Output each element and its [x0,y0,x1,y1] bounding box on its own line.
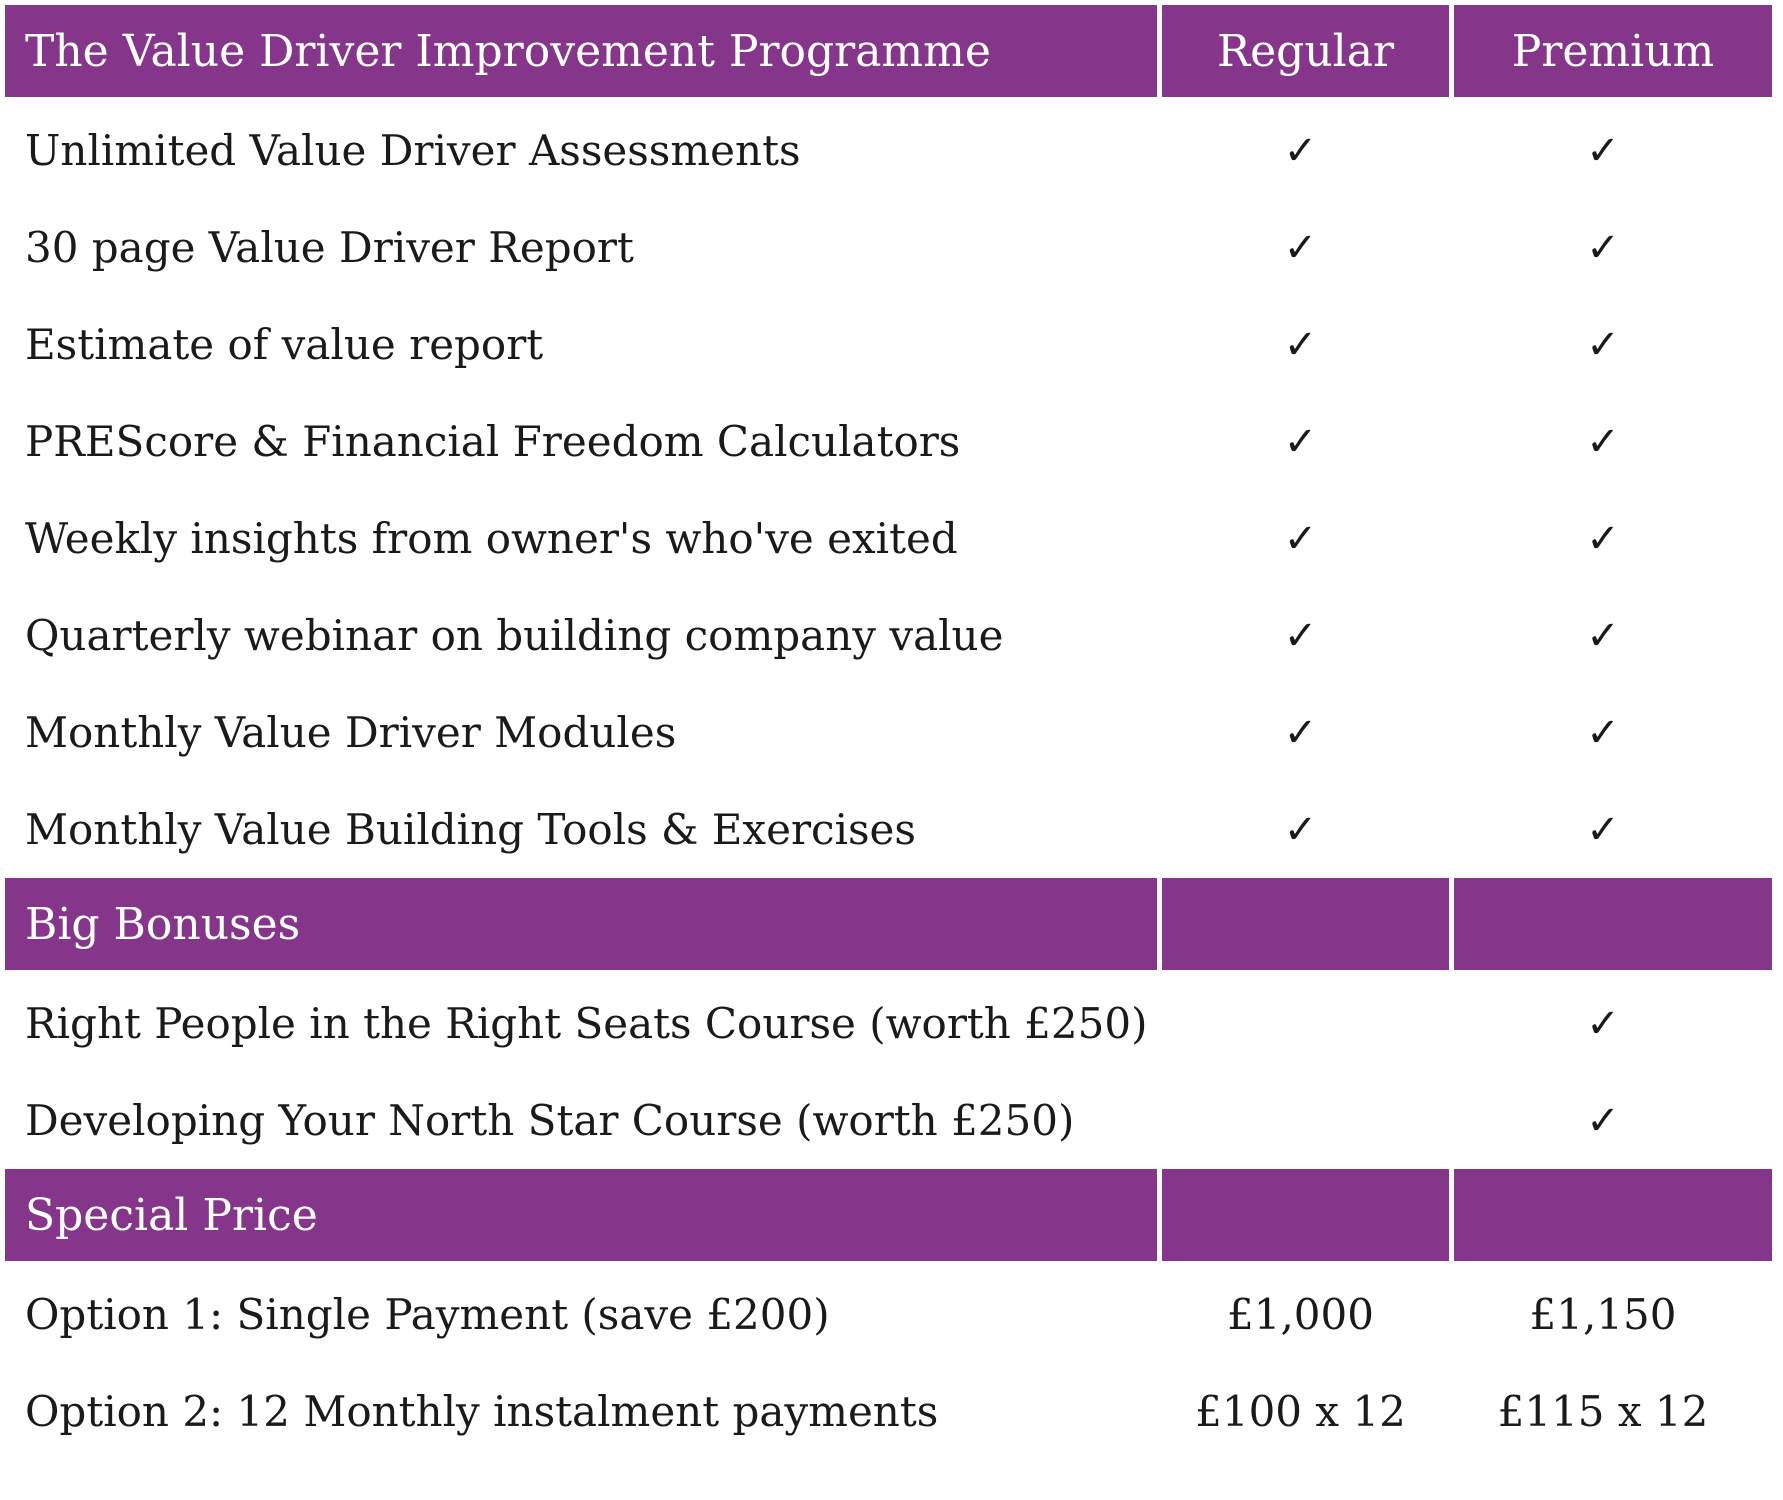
check-icon: ✓ [1283,321,1318,368]
price-premium: £1,150 [1529,1290,1677,1339]
feature-label: Weekly insights from owner's who've exited [25,514,958,563]
feature-row [5,781,1777,878]
band-cell [1162,878,1449,970]
bonus-label: Developing Your North Star Course (worth £250) [25,1096,1075,1145]
feature-row [5,296,1777,393]
price-row [5,1363,1777,1460]
comparison-table [5,5,1777,1460]
bonus-row [5,1072,1777,1169]
price-regular: £1,000 [1227,1290,1374,1339]
bonus-label: Right People in the Right Seats Course (worth £250) [25,999,1148,1048]
section-title-bonuses: Big Bonuses [5,878,1157,970]
feature-label: Quarterly webinar on building company value [25,611,1004,660]
feature-label: Unlimited Value Driver Assessments [25,126,801,175]
price-row [5,1266,1777,1363]
check-icon: ✓ [1586,612,1620,659]
check-icon: ✓ [1283,127,1318,174]
price-option-label: Option 2: 12 Monthly instalment payments [25,1387,939,1436]
header-row [5,5,1777,97]
check-icon: ✓ [1586,806,1620,853]
column-header-regular: Regular [1162,5,1449,97]
check-icon: ✓ [1586,709,1620,756]
table-title: The Value Driver Improvement Programme [5,5,1157,97]
feature-row [5,684,1777,781]
feature-row [5,393,1777,490]
section-title-pricing: Special Price [5,1169,1157,1261]
check-icon: ✓ [1586,1000,1620,1047]
feature-row [5,490,1777,587]
check-icon: ✓ [1586,321,1620,368]
feature-label: Monthly Value Driver Modules [25,708,677,757]
check-icon: ✓ [1283,806,1318,853]
check-icon: ✓ [1283,418,1318,465]
band-cell [1454,878,1772,970]
bonus-row [5,975,1777,1072]
band-cell [1162,1169,1449,1261]
check-icon: ✓ [1586,515,1620,562]
price-regular: £100 x 12 [1195,1387,1406,1436]
check-icon: ✓ [1283,709,1318,756]
bonuses-header-row [5,878,1777,970]
feature-label: PREScore & Financial Freedom Calculators [25,417,961,466]
feature-label: Monthly Value Building Tools & Exercises [25,805,916,854]
price-option-label: Option 1: Single Payment (save £200) [25,1290,830,1339]
check-icon: ✓ [1586,1097,1620,1144]
feature-row [5,587,1777,684]
feature-label: 30 page Value Driver Report [25,223,634,272]
column-header-premium: Premium [1454,5,1772,97]
check-icon: ✓ [1586,127,1620,174]
check-icon: ✓ [1283,612,1318,659]
pricing-header-row [5,1169,1777,1261]
price-premium: £115 x 12 [1497,1387,1709,1436]
check-icon: ✓ [1586,224,1620,271]
feature-row [5,199,1777,296]
check-icon: ✓ [1586,418,1620,465]
check-icon: ✓ [1283,224,1318,271]
feature-row [5,102,1777,199]
band-cell [1454,1169,1772,1261]
feature-label: Estimate of value report [25,320,544,369]
check-icon: ✓ [1283,515,1318,562]
